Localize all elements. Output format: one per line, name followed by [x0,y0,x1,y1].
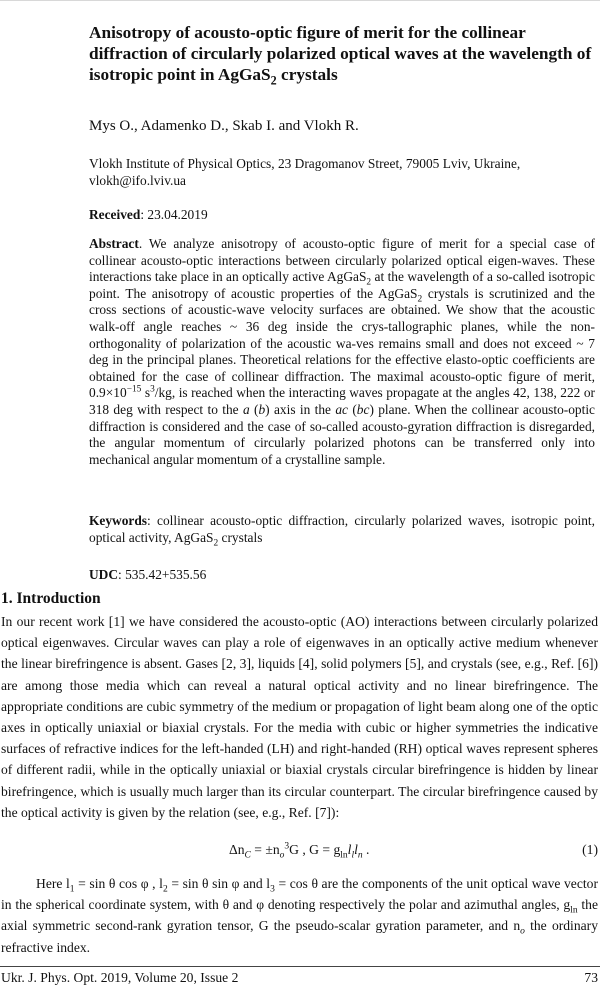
top-border [0,0,600,1]
section-heading-introduction: 1. Introduction [1,590,101,607]
equation-number: (1) [582,842,598,857]
intro-paragraph-1: In our recent work [1] we have considered the acousto-optic (AO) interactions between circularly polarized optical eigenwaves. Circular waves can play a role of eigenwaves in an optically active medium whenever the linear birefringence is absent. Gases [2, 3], liquids [4], solid polymers [5], and crystals (see, e.g., Ref. [6]) are among those media which can reveal a natural optical activity and no linear birefringence. The appropriate conditions are cubic symmetry of the medium or propagation of light beam along one of the optic axes in optically uniaxial or biaxial crystals. For the media with cubic or higher symmetries the indicative surfaces of refractive indices for the left-handed (LH) and right-handed (RH) optical waves represent spheres of different radii, while in the optically uniaxial or biaxial crystals circular birefringence is hidden by linear birefringence, which is usually much larger than its circular counterpart. The circular birefringence caused by the optical activity is given by the relation (see, e.g., Ref. [7]): [1,614,598,820]
equation-body: $\Delta n_C = \pm n_o^3G$ , $G = g_{ln}l_ll_n$ . [229,841,370,861]
authors: Mys O., Adamenko D., Skab I. and Vlokh R. [89,118,359,134]
journal-citation: Ukr. J. Phys. Opt. 2019, Volume 20, Issue 2 [1,970,239,985]
email-link[interactable]: vlokh@ifo.lviv.ua [89,172,187,188]
paper-title: Anisotropy of acousto-optic figure of merit for the collinear diffraction of circularly polarized optical waves at the wavelength of isotropic point in AgGaS$_2$ crystals [89,23,592,88]
received-date: Received: 23.04.2019 [89,207,208,222]
udc: UDC: 535.42+535.56 [89,567,207,582]
page-number: 73 [584,970,598,985]
affiliation: Vlokh Institute of Physical Optics, 23 Dragomanov Street, 79005 Lviv, Ukraine, vlokh@ifo.lviv.ua [89,156,521,188]
keywords: Keywords: collinear acousto-optic diffraction, circularly polarized waves, isotropic point, optical activity, AgGaS$_2$ crystals [89,513,595,549]
intro-paragraph-2: Here $l_1 = \sin \theta$ cos φ , $l_2 = \sin \theta$ sin φ and $l_3 = \cos \theta$ are the components of the unit optical wave vector in the spherical coordinate system, with θ and φ denoting respectively the polar and azimuthal angles, $g_{ln}$ the axial symmetric second-rank gyration tensor, G the pseudo-scalar gyration parameter, and $n_o$ the ordinary refractive index. [1,876,598,955]
abstract: Abstract. We analyze anisotropy of acousto-optic figure of merit for a special case of collinear acousto-optic interactions between circularly polarized optical eigen-waves. These interactions take place in an optically active AgGaS$_2$ at the wavelength of a so-called isotropic point. The anisotropy of acoustic properties of the AgGaS$_2$ crystals is scrutinized and the cross sections of acoustic-wave velocity surfaces are obtained. We show that the acoustic walk-off angle reaches ~ 36 deg inside the crys-tallographic planes, while the non-orthogonality of polarization of the acoustic wa-ves remains small and does not exceed ~ 7 deg in the principal planes. Theoretical relations for the effective elasto-optic coefficients are obtained for the case of collinear diffraction. The maximal acousto-optic figure of merit, $0.9\times 10^{-15}$ $s^3/kg$, is reached when the interacting waves propagate at the angles 42, 138, 222 or 318 deg with respect to the a (b) axis in the ac (bc) plane. When the collinear acousto-optic diffraction is considered and the case of so-called acousto-gyration diffraction is disregarded, the angular momentum of circularly polarized photons can be transferred only into mechanical angular momentum of a crystalline sample. [89,236,596,467]
footer-divider [0,966,600,967]
